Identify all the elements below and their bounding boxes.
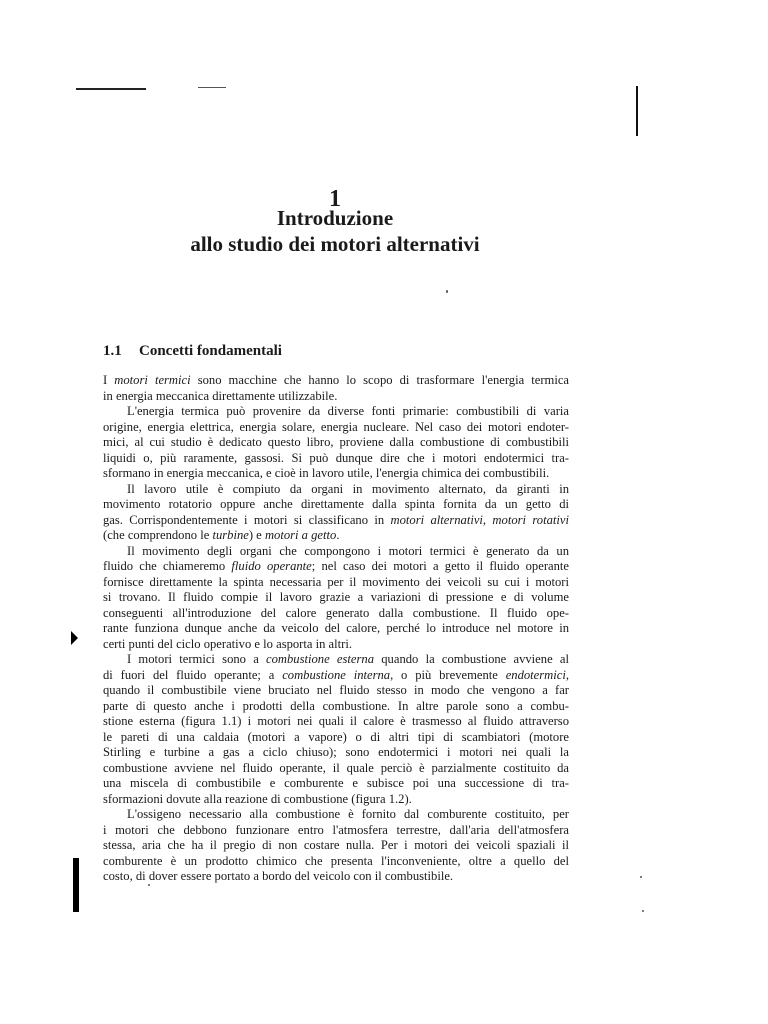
- text-span: .: [336, 528, 340, 542]
- text-span: rante funziona dunque anche da veicolo del calore, perché lo introduce nel motore in: [103, 621, 569, 635]
- text-span: stione esterna (figura 1.1) i motori nei quali il calore è trasmesso al fluido attraverso: [103, 714, 569, 728]
- text-span: I: [103, 373, 115, 387]
- text-span: sformazioni dovute alla reazione di combustione (figura 1.2).: [103, 791, 412, 806]
- text-span: quando la combustione avviene al: [374, 652, 569, 666]
- text-span: sono macchine che hanno lo scopo di trasformare l'energia termica: [190, 373, 569, 387]
- text-line: [103, 404, 569, 420]
- text-line: [103, 869, 569, 885]
- chapter-title-line-2: allo studio dei motori alternativi: [190, 232, 480, 256]
- text-line: [103, 854, 569, 870]
- scan-left-bar: [73, 858, 79, 912]
- italic-text: motori termici: [114, 373, 191, 387]
- text-span: comburente è un prodotto chimico che presenta l'inconveniente, oltre a quello del: [103, 853, 569, 868]
- text-span: stessa, aria che ha il pregio di non costare nulla. Per i motori dei veicoli spaziali il: [103, 838, 569, 852]
- scan-top-rule: [76, 88, 146, 90]
- text-line: [103, 482, 569, 498]
- italic-text: turbine: [212, 528, 249, 542]
- margin-arrow-icon: [71, 631, 78, 645]
- text-span: ; nel caso dei motori a getto il fluido operante: [311, 559, 569, 573]
- text-span: , o più brevemente: [390, 667, 506, 682]
- text-line: [103, 745, 569, 761]
- scan-right-edge: [636, 86, 638, 136]
- scan-speck: [640, 876, 642, 878]
- text-line: [103, 807, 569, 823]
- text-line: [103, 776, 569, 792]
- text-span: i motori che debbono funzionare entro l'atmosfera terrestre, dall'aria dell'atmosfera: [103, 822, 569, 837]
- text-line: [103, 652, 569, 668]
- text-span: fornisce direttamente la spinta necessaria per il movimento dei veicoli su cui i motori: [103, 574, 569, 589]
- text-span: ) e: [248, 528, 265, 542]
- text-span: certi punti del ciclo operativo e lo asporta in altri.: [103, 636, 352, 651]
- text-span: (che comprendono le: [103, 528, 213, 542]
- text-span: costo, di dover essere portato a bordo del veicolo con il combustibile.: [103, 869, 454, 883]
- text-span: parte di questo anche i prodotti della combustione. In altre parole sono a combu-: [103, 698, 569, 713]
- scan-speck: [642, 910, 644, 912]
- scan-speck: [446, 290, 448, 293]
- italic-text: motori alternativi, motori rotativi: [390, 512, 569, 527]
- text-span: mici, al cui studio è dedicato questo libro, proviene dalla combustione di combustibili: [103, 435, 569, 449]
- text-line: [103, 435, 569, 451]
- text-line: [103, 683, 569, 699]
- body-text: [103, 373, 569, 885]
- text-line: [103, 668, 569, 684]
- text-span: in energia meccanica direttamente utilizzabile.: [103, 388, 338, 403]
- text-span: ,: [565, 667, 569, 682]
- text-line: [103, 792, 569, 808]
- text-span: sformano in energia meccanica, e cioè in lavoro utile, l'energia chimica dei combustibili.: [103, 466, 550, 480]
- text-span: combustione avviene nel fluido operante, il quale perciò è parzialmente costituito da: [103, 760, 569, 775]
- text-span: le pareti di una caldaia (motori a vapore) o di altri tipi di scambiatori (motore: [103, 729, 569, 744]
- text-span: movimento rotatorio oppure anche direttamente dalla spinta fornita da un getto di: [103, 497, 569, 511]
- scan-smudge: [198, 87, 226, 88]
- text-span: Il movimento degli organi che compongono i motori termici è generato da un: [127, 543, 569, 558]
- section-heading: [103, 343, 282, 360]
- text-line: [103, 637, 569, 653]
- text-line: [103, 513, 569, 529]
- text-line: [103, 621, 569, 637]
- text-line: [103, 497, 569, 513]
- text-span: I motori termici sono a: [127, 652, 267, 666]
- text-span: di fuori del fluido operante; a: [103, 667, 283, 682]
- text-line: [103, 420, 569, 436]
- text-line: [103, 373, 569, 389]
- text-span: origine, energia elettrica, energia solare, energia nucleare. Nel caso dei motori endoter-: [103, 419, 569, 434]
- section-number: 1.1: [103, 343, 122, 359]
- text-span: si trovano. Il fluido compie il lavoro grazie a variazioni di pressione e di volume: [103, 590, 569, 604]
- text-span: gas. Corrispondentemente i motori si classificano in: [103, 512, 391, 527]
- text-line: [103, 590, 569, 606]
- text-line: [103, 730, 569, 746]
- text-span: L'ossigeno necessario alla combustione è fornito dal comburente costituito, per: [127, 807, 569, 821]
- chapter-number: 1: [329, 186, 341, 212]
- text-line: [103, 761, 569, 777]
- text-line: [103, 838, 569, 854]
- text-span: Stirling e turbine a gas a ciclo chiuso); sono endotermici i motori nei quali la: [103, 745, 569, 759]
- italic-text: motori a getto: [264, 528, 337, 542]
- text-span: Il lavoro utile è compiuto da organi in movimento alternato, da giranti in: [127, 481, 569, 496]
- text-span: liquidi o, più raramente, gassosi. Si può dunque dire che i motori endotermici tra-: [103, 450, 569, 465]
- italic-text: combustione esterna: [266, 652, 375, 666]
- text-line: [103, 559, 569, 575]
- text-line: [103, 823, 569, 839]
- text-line: [103, 389, 569, 405]
- text-span: una miscela di combustibile e comburente e subisce poi una successione di tra-: [103, 776, 569, 790]
- text-span: conseguenti all'introduzione del calore generato dalla combustione. Il fluido ope-: [103, 605, 569, 620]
- text-line: [103, 699, 569, 715]
- italic-text: combustione interna: [282, 667, 391, 682]
- italic-text: fluido operante: [231, 559, 312, 573]
- text-span: fluido che chiameremo: [103, 559, 232, 573]
- text-line: [103, 451, 569, 467]
- text-span: L'energia termica può provenire da diverse fonti primarie: combustibili di varia: [127, 404, 569, 418]
- chapter-title-line-1: Introduzione: [276, 206, 394, 230]
- text-line: [103, 575, 569, 591]
- italic-text: endotermici: [505, 667, 566, 682]
- text-line: [103, 544, 569, 560]
- text-line: [103, 528, 569, 544]
- text-line: [103, 714, 569, 730]
- text-line: [103, 466, 569, 482]
- section-title: Concetti fondamentali: [139, 343, 282, 359]
- text-line: [103, 606, 569, 622]
- text-span: quando il combustibile viene bruciato nel fluido stesso in modo che vengono a far: [103, 683, 569, 697]
